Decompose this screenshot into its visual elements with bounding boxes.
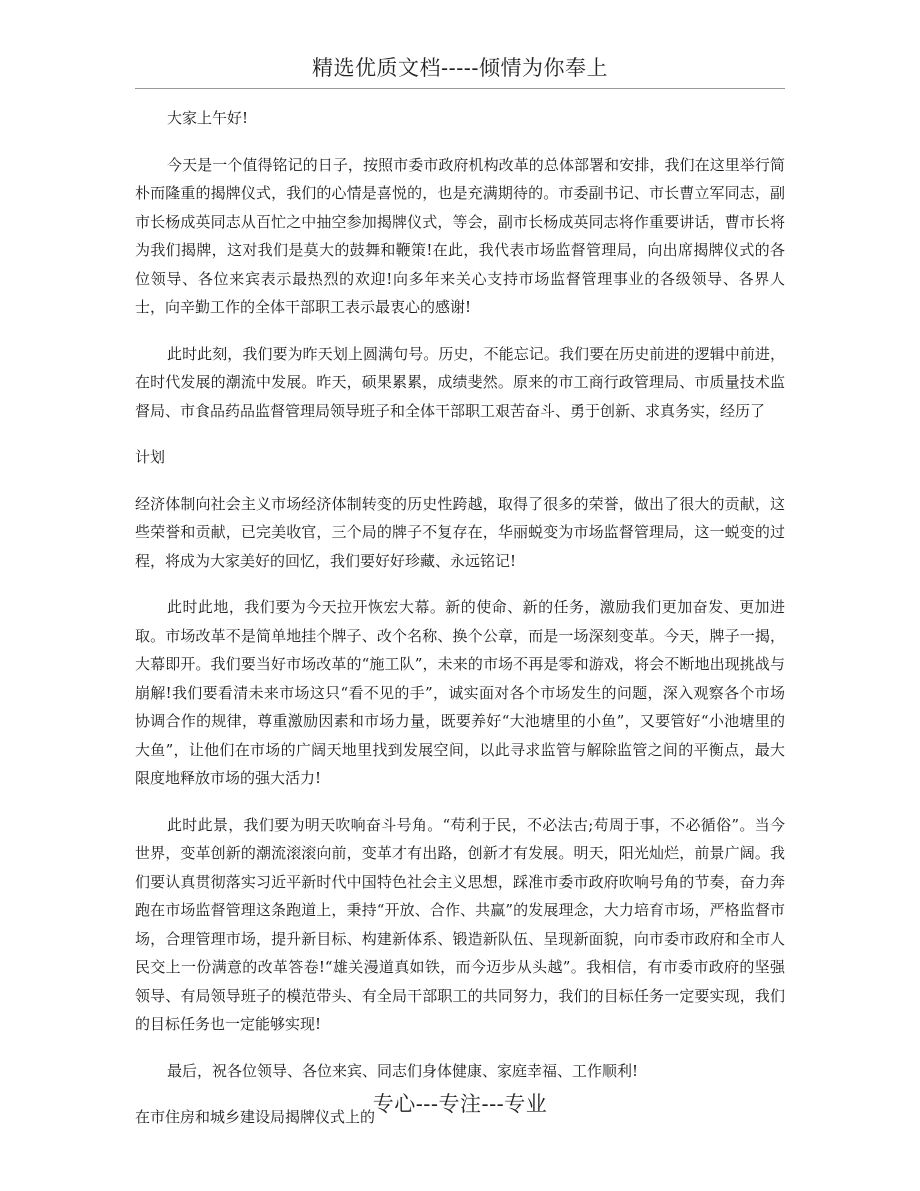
- paragraph-tomorrow: 此时此景，我们要为明天吹响奋斗号角。“苟利于民，不必法古;苟周于事，不必循俗”。当今世界，变革创新的潮流滚滚向前，变革才有出路，创新才有发展。明天，阳光灿烂，前景广阔。我们要认真贯彻落实习近平新时代中国特色社会主义思想，踩准市委市政府吹响号角的节奏，奋力奔跑在市场监督管理这条跑道上，秉持“开放、合作、共赢”的发展理念，大力培育市场，严格监督市场，合理管理市场，提升新目标、构建新体系、锻造新队伍、呈现新面貌，向市委市政府和全市人民交上一份满意的改革答卷!“雄关漫道真如铁，而今迈步从头越”。我相信，有市委市政府的坚强领导、有局领导班子的模范带头、有全局干部职工的共同努力，我们的目标任务一定要实现，我们的目标任务也一定能够实现!: [135, 815, 785, 1033]
- header-divider: [135, 88, 785, 89]
- greeting: 大家上午好!: [167, 109, 249, 127]
- paragraph-opening: 今天是一个值得铭记的日子，按照市委市政府机构改革的总体部署和安排，我们在这里举行简朴而隆重的揭牌仪式，我们的心情是喜悦的，也是充满期待的。市委副书记、市长曹立军同志，副市长杨成英同志从百忙之中抽空参加揭牌仪式，等会，副市长杨成英同志将作重要讲话，曹市长将为我们揭牌，这对我们是莫大的鼓舞和鞭策!在此，我代表市场监督管理局，向出席揭牌仪式的各位领导、各位来宾表示最热烈的欢迎!向多年来关心支持市场监督管理事业的各级领导、各界人士，向辛勤工作的全体干部职工表示最衷心的感谢!: [135, 155, 785, 316]
- paragraph-yesterday: 此时此刻，我们要为昨天划上圆满句号。历史，不能忘记。我们要在历史前进的逻辑中前进，在时代发展的潮流中发展。昨天，硕果累累，成绩斐然。原来的市工商行政管理局、市质量技术监督局、市食品药品监督管理局领导班子和全体干部职工艰苦奋斗、勇于创新、求真务实，经历了: [135, 344, 785, 420]
- page-header: 精选优质文档-----倾情为你奉上: [312, 56, 608, 80]
- paragraph-plan: 计划: [135, 448, 166, 466]
- paragraph-next-title: 在市住房和城乡建设局揭牌仪式上的: [135, 1108, 376, 1126]
- paragraph-closing: 最后，祝各位领导、各位来宾、同志们身体健康、家庭幸福、工作顺利!: [167, 1061, 639, 1080]
- page-footer: 专心---专注---专业: [372, 1092, 548, 1116]
- paragraph-transition: 经济体制向社会主义市场经济体制转变的历史性跨越，取得了很多的荣誉，做出了很大的贡献，这些荣誉和贡献，已完美收官，三个局的牌子不复存在，华丽蜕变为市场监督管理局，这一蜕变的过程，将成为大家美好的回忆，我们要好好珍藏、永远铭记!: [135, 494, 785, 570]
- paragraph-today: 此时此地，我们要为今天拉开恢宏大幕。新的使命、新的任务，激励我们更加奋发、更加进取。市场改革不是简单地挂个牌子、改个名称、换个公章，而是一场深刻变革。今天，牌子一揭，大幕即开。我们要当好市场改革的“施工队”，未来的市场不再是零和游戏，将会不断地出现挑战与崩解!我们要看清未来市场这只“看不见的手”，诚实面对各个市场发生的问题，深入观察各个市场协调合作的规律，尊重激励因素和市场力量，既要养好“大池塘里的小鱼”，又要管好“小池塘里的大鱼”，让他们在市场的广阔天地里找到发展空间，以此寻求监管与解除监管之间的平衡点，最大限度地释放市场的强大活力!: [135, 598, 785, 787]
- document-body: [135, 104, 785, 1150]
